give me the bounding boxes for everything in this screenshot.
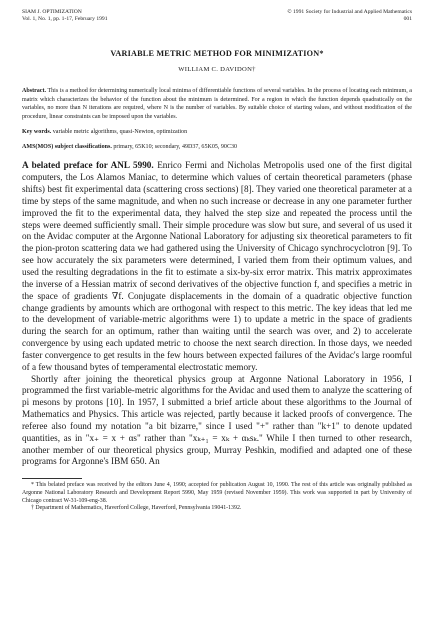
abstract <box>22 87 412 121</box>
article-title: VARIABLE METRIC METHOD FOR MINIMIZATION* <box>110 49 324 58</box>
article-author: WILLIAM C. DAVIDON† <box>178 66 256 73</box>
journal-citation <box>22 9 108 23</box>
copyright-notice: © 1991 Society for Industrial and Applied Mathematics <box>287 9 412 15</box>
preface-paragraph-1-text: Enrico Fermi and Nicholas Metropolis used one of the first digital computers, the Los Alamos Maniac, to determine which values of certain theoretical parameters (phase shifts) best fit experimental data (scattering cross sections) [8]. They varied one theoretical parameter at a time by steps of the same magnitude, and when no such increase or decrease in any one parameter further improved the fit to the experimental data, they halved the step size and repeated the process until the steps were deemed sufficiently small. Their simple procedure was slow but sure, and several of us used it on the Avidac computer at the Argonne National Laboratory for adjusting six theoretical parameters to fit the pion-proton scattering data we had gathered using the University of Chicago synchrocyclotron [9]. To see how accurately the six parameters were determined, I varied them from their optimum values, and used the resulting degradations in the fit to estimate a six-by-six error matrix. This matrix approximates the inverse of a Hessian matrix of second derivatives of the objective function f, and specifies a metric in the space of gradients ∇f. Conjugate displacements in the domain of a quadratic objective function change gradients by amounts which are orthogonal with respect to this metric. The key ideas that led me to the development of variable-metric algorithms were 1) to update a metric in the space of gradients during the search for an optimum, rather than waiting until the search was over, and 2) to accelerate convergence by using each updated metric to choose the next search direction. In those days, we needed faster convergence to get results in the few hours between expected failures of the Avidac's large roomful of a few thousand bytes of temperamental electrostatic memory. <box>22 160 412 372</box>
preface-paragraph-2: Shortly after joining the theoretical physics group at Argonne National Laboratory in 1956, I programmed the first variable-metric algorithms for the Avidac and used them to analyze the scattering of pi mesons by protons [10]. In 1957, I submitted a brief article about these algorithms to the Journal of Mathematics and Physics. This article was rejected, partly because it lacked proofs of convergence. The referee also found my notation "a bit bizarre," since I used "+" rather than "k+1" to denote updated quantities, as in "x₊ = x + αs" rather than "xₖ₊₁ = xₖ + αₖsₖ." While I then turned to other research, another member of our theoretical physics group, Murray Peshkin, modified and adapted one of these programs for Argonne's IBM 650. An <box>22 373 412 467</box>
footnote-affiliation: † Department of Mathematics, Haverford College, Haverford, Pennsylvania 19041-1392. <box>31 505 242 512</box>
subject-classifications <box>22 143 412 151</box>
footnotes <box>22 482 412 513</box>
classifications-text: primary, 65K10; secondary, 49D37, 65K05, 90C30 <box>113 144 238 151</box>
abstract-label: Abstract. <box>22 88 47 94</box>
keywords-text: variable metric algorithms, quasi-Newton, optimization <box>52 129 188 136</box>
keywords-label: Key words. <box>22 129 52 136</box>
footnote-received: * This belated preface was received by the editors June 4, 1990; accepted for publication August 10, 1990. The rest of this article was originally published as Argonne National Laboratory Research and Development Report 5990, May 1959 (revised November 1959). This work was supported in part by University of Chicago contract W-31-109-eng-38. <box>22 482 412 504</box>
journal-name: SIAM J. OPTIMIZATION <box>22 9 82 15</box>
keywords <box>22 128 412 136</box>
classifications-label: AMS(MOS) subject classifications. <box>22 144 112 151</box>
preface-heading: A belated preface for ANL 5990. <box>22 160 154 171</box>
preface-paragraph-1 <box>22 160 412 373</box>
running-header <box>22 9 412 23</box>
copyright-block <box>287 9 412 23</box>
preface-body <box>22 160 412 468</box>
journal-page <box>22 9 412 513</box>
page-number: 001 <box>403 16 412 22</box>
journal-volume-issue: Vol. 1, No. 1, pp. 1-17, February 1991 <box>22 16 108 22</box>
footnote-rule <box>22 478 82 479</box>
abstract-text: This is a method for determining numerically local minima of differentiable functions of several variables. In the process of locating each minimum, a matrix which characterizes the behavior of the function about the minimum is determined. For a region in which the function depends quadratically on the variables, no more than N iterations are required, where N is the number of variables. By suitable choice of starting values, and without modification of the procedure, linear constraints can be imposed upon the variables. <box>22 88 412 120</box>
